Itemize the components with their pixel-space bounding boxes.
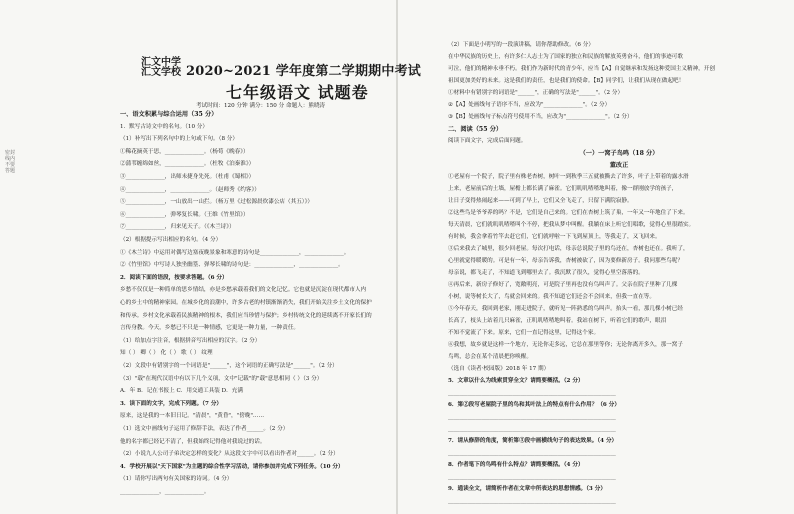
text-line: 每天清晨，它们就叽叽喳喳叫个不停，把我从梦中叫醒。我躺在床上听它们唱歌，觉得心里很踏实。 — [448, 222, 695, 228]
text-line: ③后来我去了城里，很少回老屋。每次打电话，母亲总说院子里的鸟还在，杏树也还在。我听了， — [448, 246, 689, 252]
text-line: ②这些鸟是爷爷养的吗？不是，它们是自己来的。它们在杏树上筑了巢，一年又一年地住了下来。 — [448, 210, 689, 216]
text-line: ____________________________________________________________ — [448, 414, 616, 420]
text-line: ____________________________________________________________ — [448, 426, 616, 432]
text-line: 心里就觉得暖暖的。可是有一年，母亲告诉我，杏树被砍了，因为要修新房子。我问那些鸟呢？ — [448, 258, 683, 264]
text-line: ①老屋有一个院子，院子里有株老杏树，树叶一到秋季三五就被撕去了许多，叶子上带着的露水滑 — [448, 174, 689, 180]
section-heading: 二、阅读（55 分） — [448, 126, 503, 133]
text-line: （1）补写出下列名句中的上句或下句。（8 分） — [120, 136, 238, 143]
text-line: 言传身教。今天，乡愁已不只是一种情感，它更是一种力量，一种责任。 — [120, 325, 300, 332]
text-line: ⑥我想，故乡就是这样一个地方，无论你走多远，它总在那里等你；无论你离开多久，那一窝子 — [448, 342, 683, 348]
text-line: A．年 B．记在书报上 C．用交通工具装 D．充满 — [120, 388, 243, 395]
text-line: 母亲说，都飞走了，不知道飞到哪里去了。我沉默了很久，觉得心里空落落的。 — [448, 270, 644, 276]
right-question-list — [448, 42, 790, 512]
text-line: 祖国更加美好的未来。这是我们的责任，也是我们的使命。【B】同学们，让我们从现在做起吧！ — [448, 78, 685, 84]
exam-meta-info: 考试时间：120 分钟 满分：150 分 命题人：熊晓涛 — [196, 103, 326, 109]
text-line: 原来，这是我的一本旧日记。"清晨"，"黄昏"，"傍晚"…… — [120, 413, 265, 420]
text-line: 鸟鸣，总会在某个清晨把你唤醒。 — [448, 354, 532, 360]
question-stem: 7．请从修辞的角度，简析第③段中画横线句子的表达效果。（4 分） — [448, 438, 618, 444]
grade-subject-title: 七年级语文 试题卷 — [226, 83, 369, 102]
school-name-line-1: 汇文中学 — [141, 57, 181, 68]
text-line: ④再后来，新房子修好了，宽敞明亮，可是院子里再也没有鸟叫声了。父亲在院子里种了几棵 — [448, 282, 678, 288]
text-line: （2）下面是小明写的一段演讲稿，请你帮助修改。（6 分） — [448, 42, 594, 48]
question-stem: 5．文章以什么为线索贯穿全文？请简要概括。（2 分） — [448, 378, 584, 384]
question-stem: 6．第②段写老屋院子里的鸟和其叶法上的特点有什么作用？（6 分） — [448, 402, 620, 408]
text-line: （1）给加点字注音，根据拼音写出相应的汉字。（2 分） — [120, 337, 261, 344]
text-line: （2）小说九人公司子弟决定怎样的变化？从这段文字中可以看出作者对______。（2 分） — [120, 451, 339, 458]
school-name — [141, 58, 181, 78]
text-line: ②蒲苇缠绵如丝，______________。（杜牧《泊秦淮》） — [120, 161, 255, 168]
text-line: （2）文段中有错别字的一个词语是"______"，这个词语的正确写法是"______"。（2 分） — [120, 363, 338, 369]
text-line: （3）"载"在现代汉语中有以下几个义项，文中"记载"的"载"意思相同（ ）（3 分） — [120, 375, 323, 382]
text-line: 知（ ） 卿（ ） 化（ ） 歌（ ） 纹理 — [120, 350, 213, 357]
text-line: 阅读下面文字，完成后面问题。 — [448, 138, 527, 144]
text-line: ____________________________________________________________ — [448, 498, 616, 504]
exam-title: 2020~2021 学年度第二学期期中考试 — [186, 64, 421, 79]
text-line: 长高了，枝头上站着几只麻雀，正叽叽喳喳地叫着。我站在树下，听着它们的歌声，眼泪 — [448, 318, 667, 324]
question-stem: 3．读下面的文字，完成下列题。（7 分） — [120, 400, 223, 407]
text-line: （1）选文中画线句子运用了修辞手法，表达了作者______。（2 分） — [120, 426, 289, 432]
text-line: 董改正 — [609, 162, 629, 169]
school-name-line-2: 汇文学校 — [141, 67, 181, 78]
text-line: 乡愁不仅仅是一种简单的思乡情结，亦是乡愁承载着我们的文化记忆。它也就是沉淀在现代都市人内 — [120, 287, 367, 294]
text-line: （1）请你写出两句有关国家的诗词。（4 分） — [120, 476, 233, 483]
text-line: 他的名字都已经记不清了，但我始终记得他对我说过的话。 — [120, 438, 266, 445]
text-line: ____________________________________________________________ — [448, 474, 616, 480]
text-line: 和传承。乡村文化承载着民族精神的根本，我们应当珍惜与保护；乡村传统文化的延续离不开家长们的 — [120, 312, 372, 319]
text-line: ⑥______________，弹琴复长啸。（王维《竹里馆》） — [120, 211, 249, 218]
text-line: ⑦______________，归来见天子。（《木兰诗》） — [120, 224, 235, 231]
text-line: ____________________________________________________________ — [448, 450, 616, 456]
text-line: 让日子变得热闹起来——可到了早上，它们又全飞走了，只留下满院寂静。 — [448, 198, 633, 204]
question-stem: 2．阅读下面的语段，按要求答题。（6 分） — [120, 274, 228, 281]
text-line: ⑤今年春天，我回到老家，刚走进院子，就听见一阵熟悉的鸟叫声。抬头一看，那几棵小树已经 — [448, 306, 683, 312]
text-line: 有时候，我会拿着竹竿去赶它们，它们就呼啦一下飞到屋顶上，等我走了，又飞回来。 — [448, 234, 661, 240]
text-line: （选自《读者·校园版》2018 年 17 期） — [448, 366, 550, 372]
text-line: 不知不觉流了下来。原来，它们一直记得这里，记得这个家。 — [448, 330, 600, 336]
text-line: ③______________，出师未捷身先死。（杜甫《蜀相》） — [120, 174, 255, 180]
text-line: ①稀花摘英于思，______________。（杨荀《晚春》） — [120, 148, 249, 155]
question-stem: 9．通读全文，请简析作者在文章中所表达的思想情感。（3 分） — [448, 486, 606, 492]
text-line: ③【B】处画线句子标点符号使用不当，应改为"______________"。（2 分） — [448, 114, 633, 120]
text-line: ②《竹里馆》中写诗人独坐幽篁、弹琴长啸的诗句是：______________，______________。 — [120, 262, 344, 269]
text-line: （2）根据提示写出相应的名句。（4 分） — [120, 237, 222, 243]
text-line: 上来，老屋前后的土墙，屋檐上都长满了麻雀。它们叽叽喳喳地叫着，像一群刚放学的孩子， — [448, 186, 678, 192]
right-page — [398, 0, 794, 514]
question-stem: 8．作者笔下的鸟鸣有什么特点？请简要概括。（4 分） — [448, 462, 584, 468]
seal-line-text: 密封线内不要答题 — [4, 150, 15, 174]
text-line: （一）一窝子鸟鸣（18 分） — [579, 150, 659, 157]
text-line: ②【A】处画线句子语序不当，应改为"______________"。（2 分） — [448, 102, 611, 108]
text-line: 心的乡土中的精神家园。在城乡化的浪潮中，许多古老的村镇渐渐消失，我们开始关注乡土文化的保护 — [120, 300, 372, 306]
text-line: 1．默写古诗文中的名句。（10 分） — [120, 123, 208, 130]
text-line: ______________，______________。 — [120, 489, 210, 495]
text-line: ④______________，______________。（赵师秀《约客》） — [120, 186, 260, 193]
text-line: ____________________________________________________________ — [448, 390, 616, 396]
text-line: 小树，说等树长大了，鸟就会回来的。我不知道它们还会不会回来，但我一直在等。 — [448, 294, 655, 300]
text-line: 可泣，他们的精神永垂不朽。我们作为新时代的青少年，应当【A】自觉继承和发扬这种爱国主义精神，开创 — [448, 66, 715, 72]
text-line: ①《木兰诗》中运用对偶写边塞夜晚景象和寒意的诗句是______________，______________。 — [120, 249, 350, 256]
left-question-list — [120, 111, 392, 511]
text-line: ①材料中有错别字的词语是"______"，正确的写法是"______"。（2 分） — [448, 90, 624, 96]
question-stem: 4．学校开展以"天下国家"为主题的综合性学习活动，请你参加并完成下列任务。（10 分） — [120, 463, 344, 470]
text-line: ⑤______________，一山放出一山拦。（杨万里《过松源晨炊漆公店（其五）》） — [120, 199, 313, 206]
section-heading: 一、语文积累与综合运用（35 分） — [120, 111, 218, 118]
text-line: 在中华民族的历史上，有许多仁人志士为了国家的独立和民族的解放英勇奋斗，他们的事迹可歌 — [448, 54, 683, 60]
